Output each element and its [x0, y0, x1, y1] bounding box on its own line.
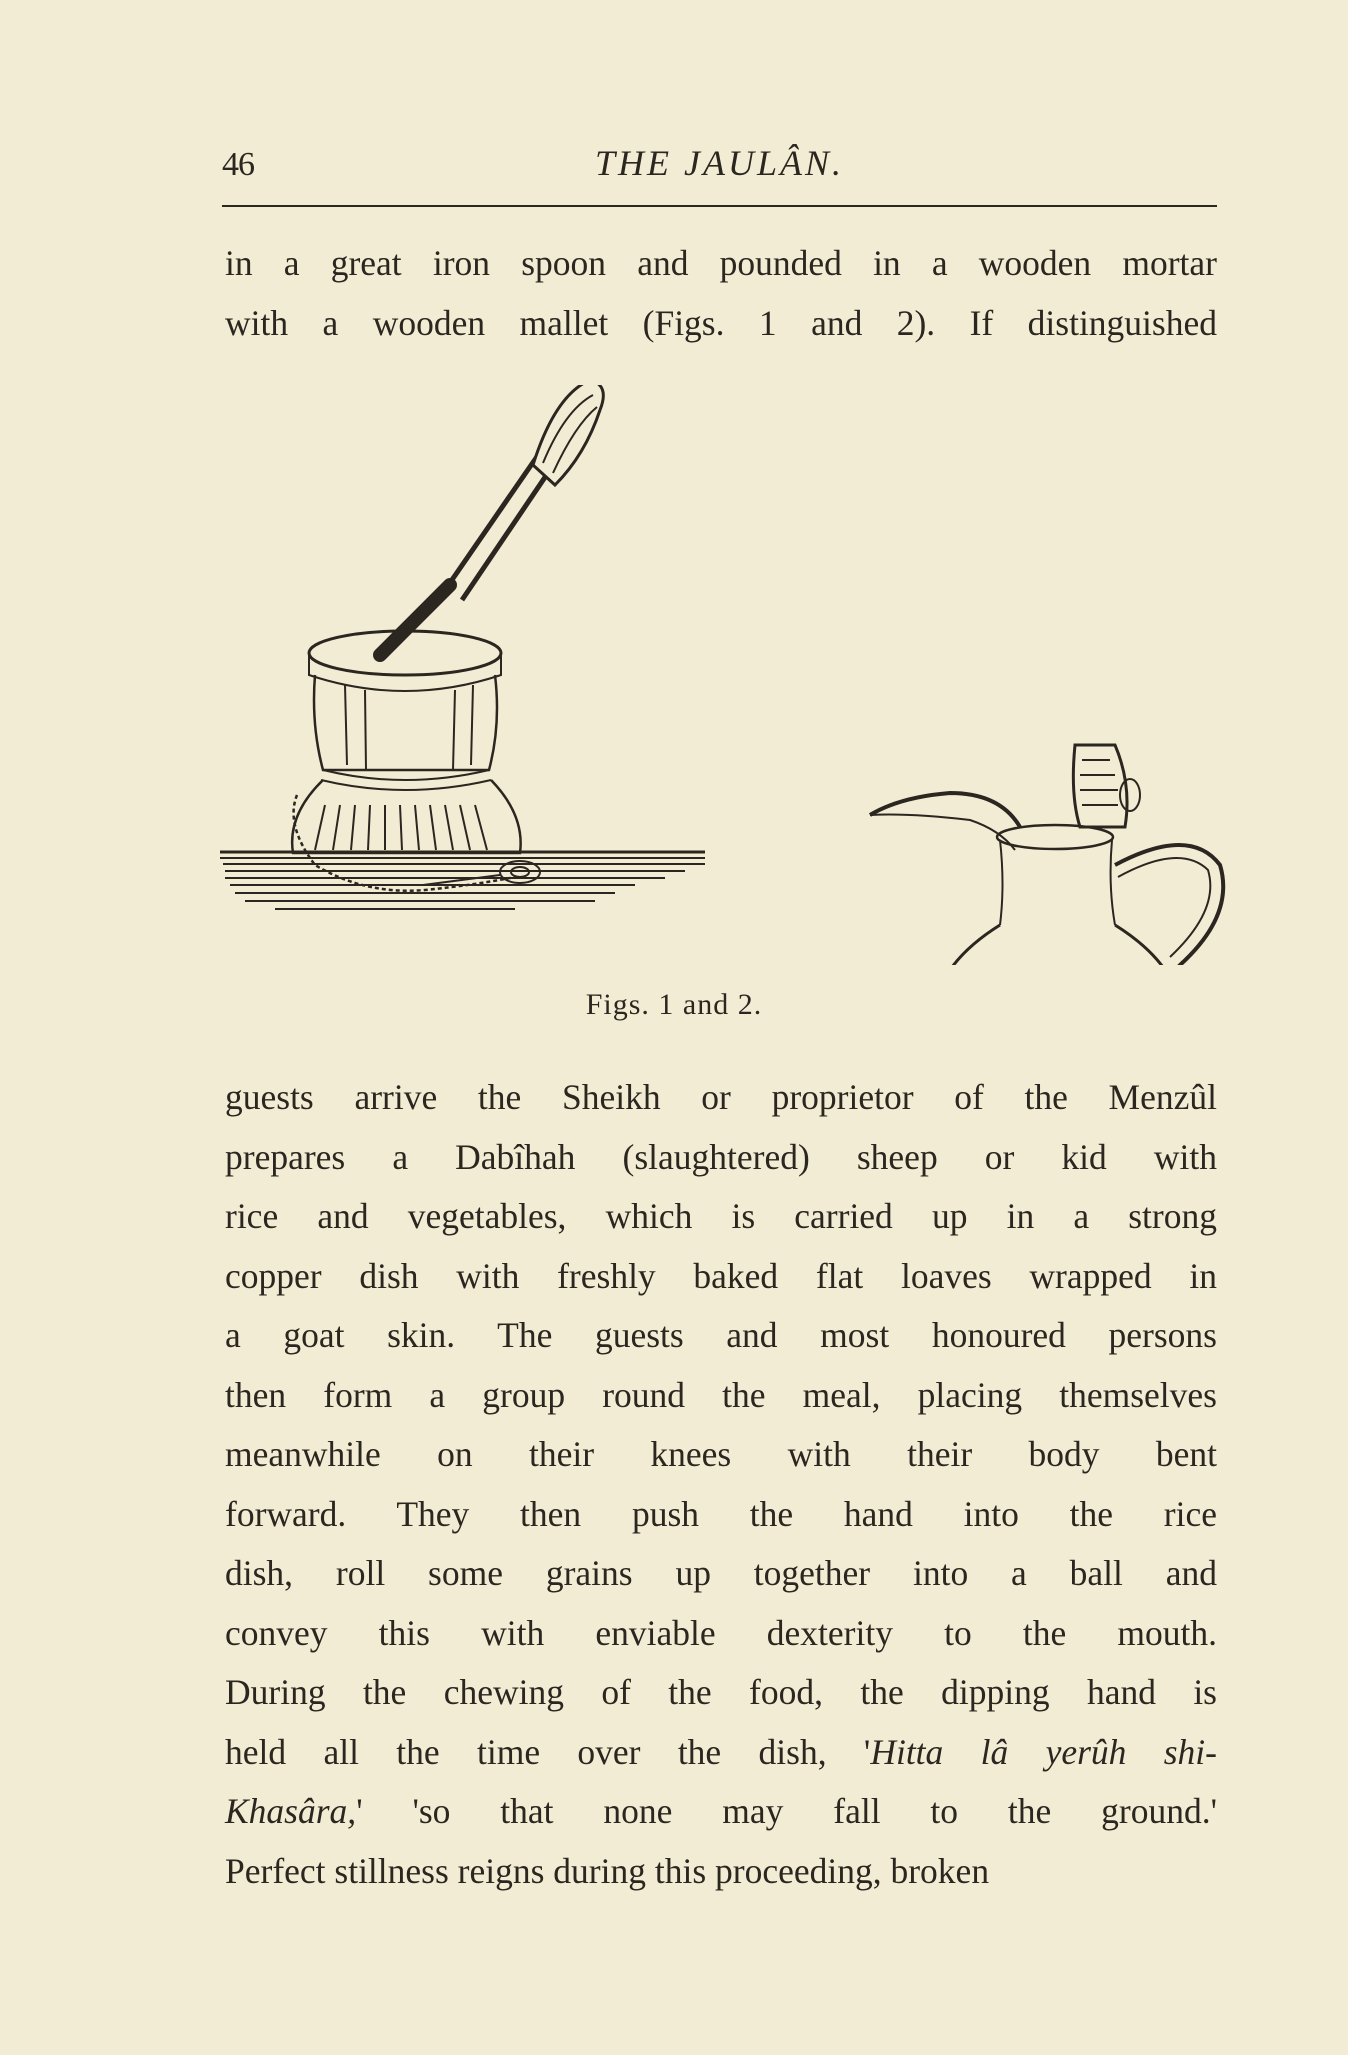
text-line: prepares a Dabîhah (slaughtered) sheep or kid with — [225, 1136, 1217, 1177]
text-line: a goat skin. The guests and most honoured persons — [225, 1315, 1217, 1355]
text-line: dish, roll some grains up together into a ball and — [225, 1553, 1217, 1593]
text-line: then form a group round the meal, placing themselves — [225, 1374, 1217, 1415]
figure-caption: Figs. 1 and 2. — [585, 988, 763, 1021]
text-line: guests arrive the Sheikh or proprietor of the Menzûl — [225, 1077, 1217, 1117]
mortar-and-mallet-illustration — [215, 385, 705, 965]
text-segment: held all the time over the dish, — [225, 1731, 827, 1772]
text-line: with a wooden mallet (Figs. 1 and 2). If distinguished — [225, 302, 1217, 343]
intro-paragraph — [225, 234, 1217, 353]
quote-line: Khasâra,' 'so that none may fall to the ground.' — [225, 1791, 1217, 1831]
text-line: forward. They then push the hand into the rice — [225, 1493, 1217, 1534]
arabic-quote-continued: Khasâra, — [225, 1791, 357, 1831]
text-line: copper dish with freshly baked flat loaves wrapped in — [225, 1255, 1217, 1296]
figures-block — [200, 385, 1250, 965]
text-line: meanwhile on their knees with their body bent — [225, 1434, 1217, 1474]
text-line: rice and vegetables, which is carried up in a strong — [225, 1196, 1217, 1236]
header-rule — [222, 205, 1217, 207]
page-number: 46 — [222, 146, 254, 183]
text-line: Perfect stillness reigns during this proceeding, broken — [225, 1850, 990, 1891]
running-title: THE JAULÂN. — [595, 143, 844, 183]
page-header — [222, 142, 1217, 190]
quote-line: held all the time over the dish, 'Hitta lâ yerûh shi- — [225, 1731, 1217, 1772]
quote-translation: 'so that none may fall to the ground.' — [362, 1791, 1217, 1831]
main-paragraph — [225, 1068, 1217, 1901]
text-line: in a great iron spoon and pounded in a wooden mortar — [225, 243, 1217, 283]
text-line: convey this with enviable dexterity to the mouth. — [225, 1612, 1217, 1653]
text-line: During the chewing of the food, the dipping hand is — [225, 1672, 1217, 1712]
coffee-pot-illustration — [860, 565, 1348, 965]
arabic-quote: Hitta lâ yerûh shi- — [870, 1731, 1217, 1772]
